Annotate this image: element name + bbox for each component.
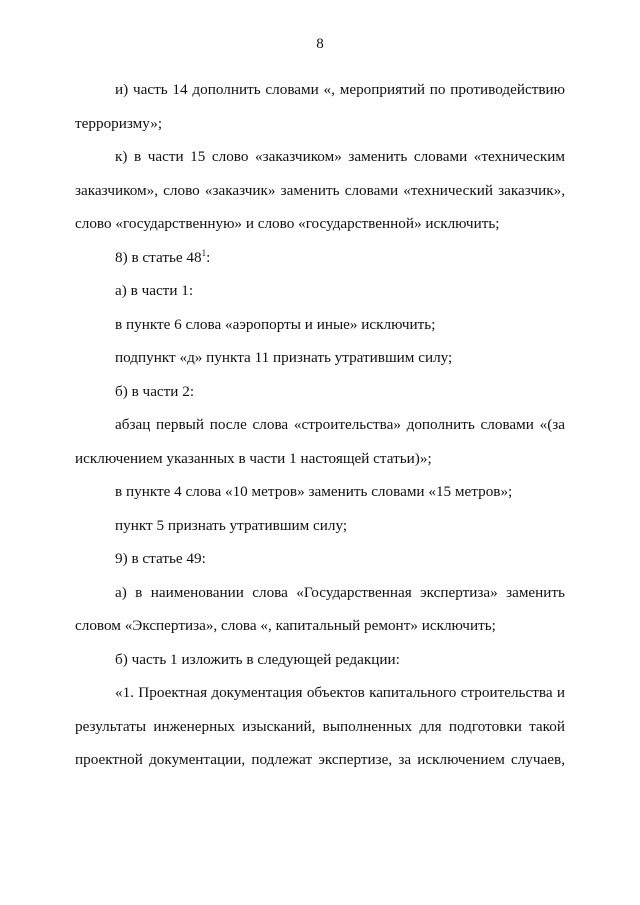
paragraph-part-1: а) в части 1: xyxy=(115,282,194,299)
paragraph-article-48-1 xyxy=(75,241,565,275)
article-48-superscript: 1 xyxy=(201,247,207,258)
paragraph-article-49: 9) в статье 49: xyxy=(115,550,206,567)
article-48-colon: : xyxy=(206,248,211,266)
paragraph-first-abzac: абзац первый после слова «строительства» дополнить словами «(за исключением указанных в части 1 настоящей статьи)»; xyxy=(75,416,565,467)
paragraph-part-2: б) в части 2: xyxy=(115,382,195,400)
paragraph-part-15: к) в части 15 слово «заказчиком» заменить словами «техническим заказчиком», слово «заказчик» заменить словами «технический заказчик», слово «государственную» и слово «государственной» исключить; xyxy=(75,148,565,232)
paragraph-point-6: в пункте 6 слова «аэропорты и иные» исключить; xyxy=(115,315,436,333)
article-48-text: 8) в статье 48 xyxy=(115,248,202,266)
paragraph-point-4: в пункте 4 слова «10 метров» заменить словами «15 метров»; xyxy=(115,483,513,500)
paragraph-point-5: пункт 5 признать утратившим силу; xyxy=(115,516,348,534)
paragraph-quoted-part-1: «1. Проектная документация объектов капитального строительства и результаты инженерных изысканий, выполненных для подготовки такой проектной документации, подлежат экспертизе, за исключением случаев, xyxy=(75,684,565,768)
paragraph-part-14: и) часть 14 дополнить словами «, мероприятий по противодействию терроризму»; xyxy=(75,81,565,132)
paragraph-part-1-redaction: б) часть 1 изложить в следующей редакции: xyxy=(115,650,400,668)
page-number: 8 xyxy=(316,36,324,52)
paragraph-subpoint-d: подпункт «д» пункта 11 признать утратившим силу; xyxy=(115,349,453,366)
document-body xyxy=(75,73,565,777)
paragraph-naming: а) в наименовании слова «Государственная экспертиза» заменить словом «Экспертиза», слова «, капитальный ремонт» исключить; xyxy=(75,583,565,634)
